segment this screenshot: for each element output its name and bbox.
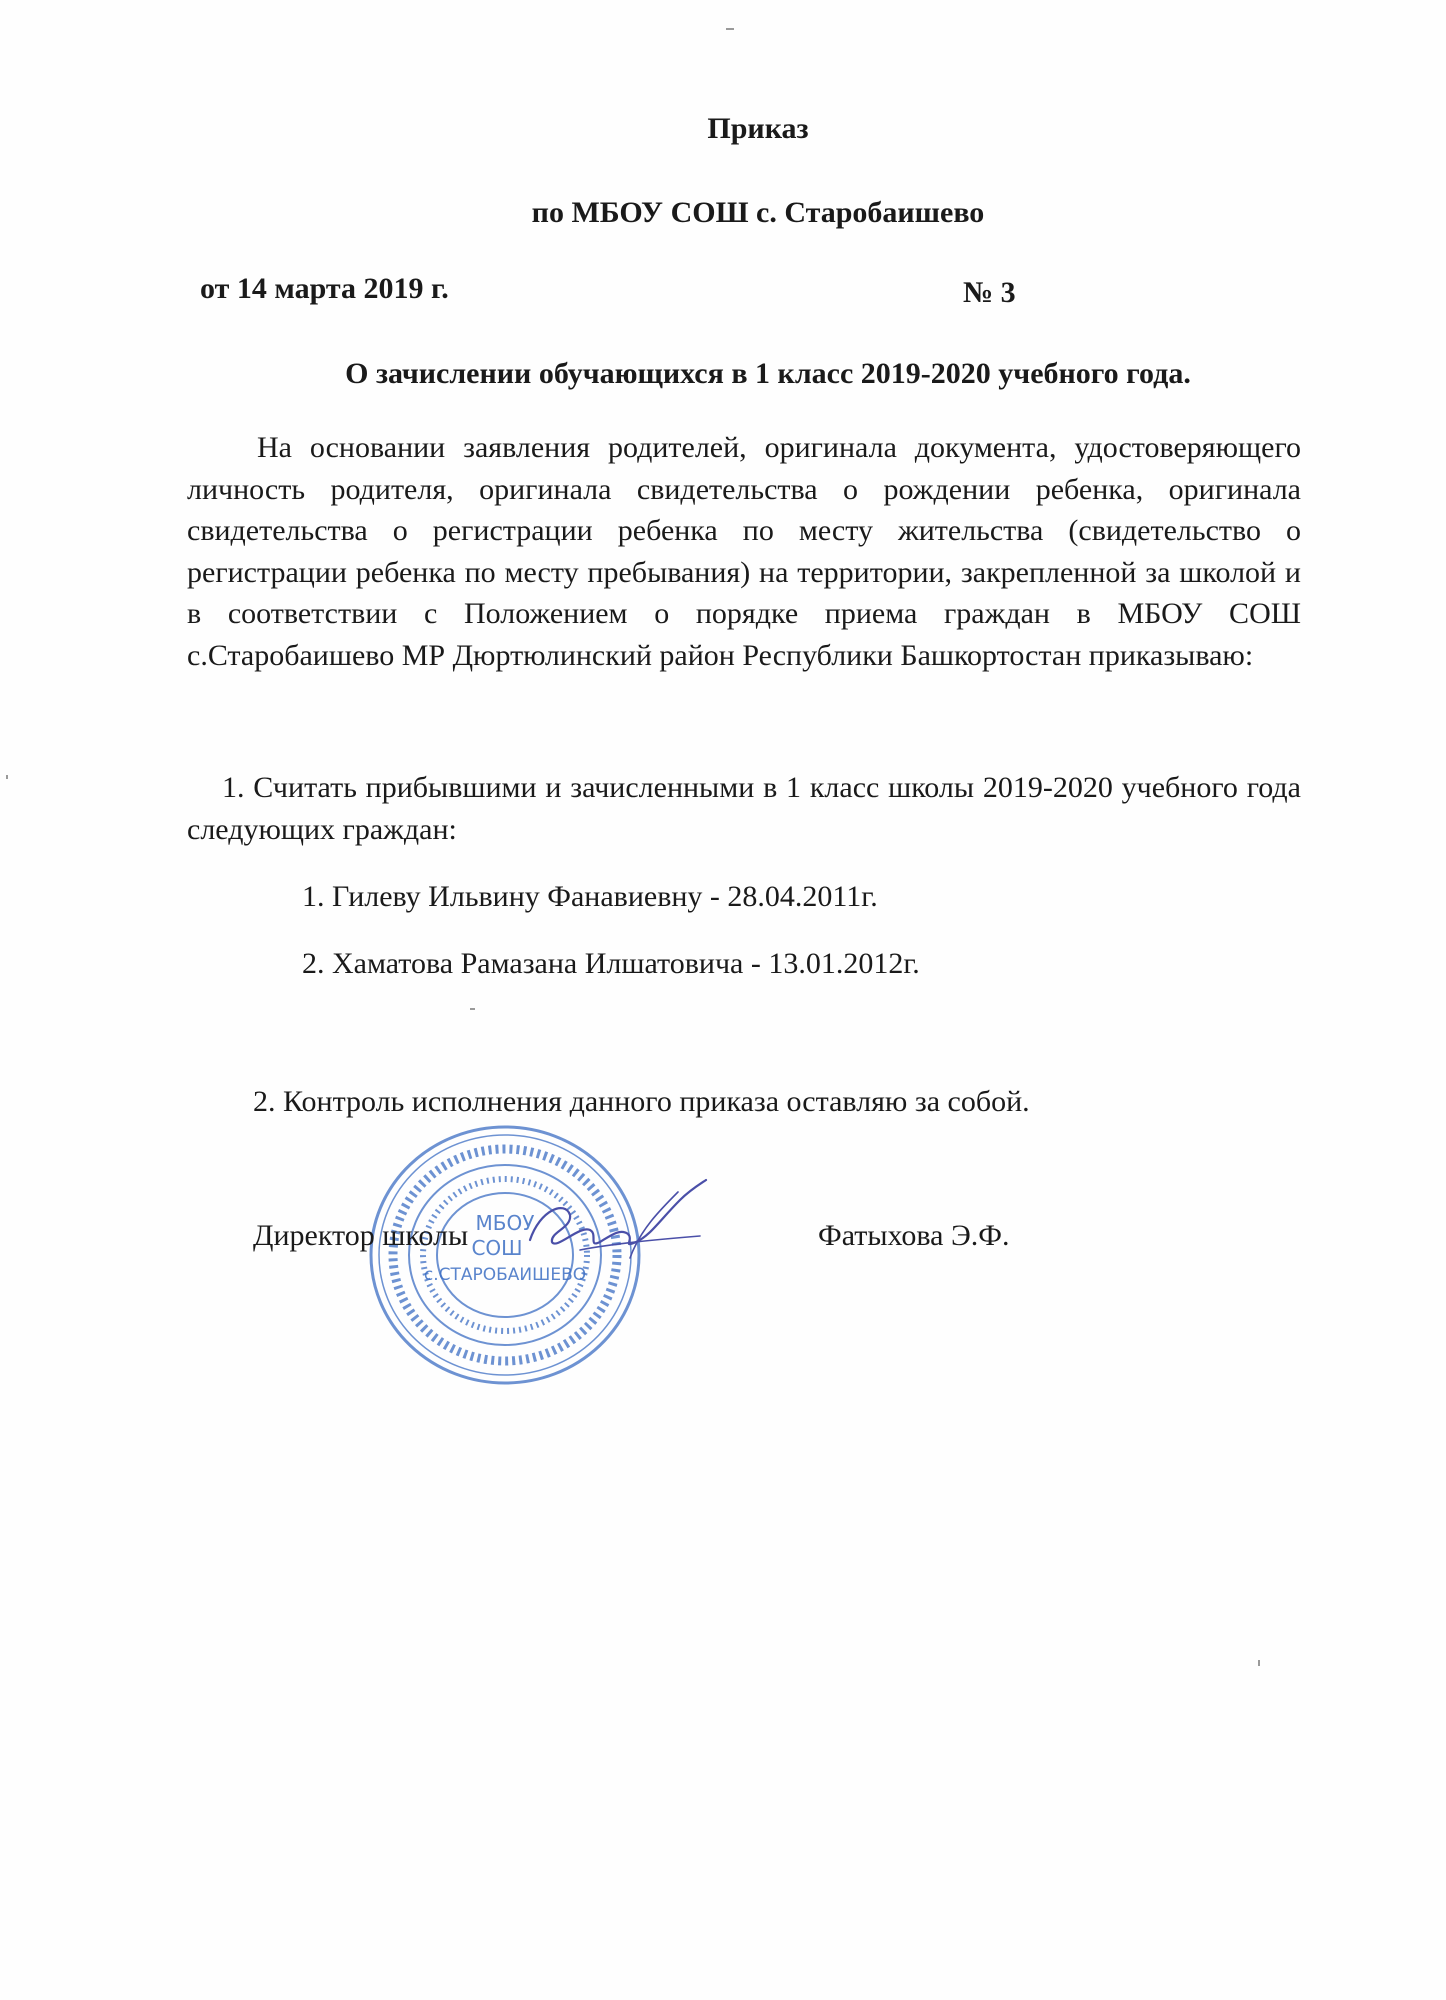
scan-speck	[470, 1008, 475, 1010]
stamp-text-line3: с.СТАРОБАИШЕВО	[423, 1265, 587, 1285]
scan-speck	[1258, 1660, 1260, 1666]
scan-speck	[6, 775, 8, 779]
point-2-paragraph: 2. Контроль исполнения данного приказа оставляю за собой.	[253, 1085, 1030, 1118]
handwritten-signature	[510, 1170, 710, 1280]
stamp-text-line1: МБОУ	[475, 1211, 535, 1235]
director-label: Директор школы	[253, 1219, 469, 1252]
order-number: № 3	[963, 276, 1016, 309]
order-date: от 14 марта 2019 г.	[200, 272, 449, 305]
student-list-item: 1. Гилеву Ильвину Фанавиевну - 28.04.2011г.	[302, 880, 878, 913]
order-subject: О зачислении обучающихся в 1 класс 2019-2020 учебного года.	[345, 357, 1191, 390]
stamp-text-line2: СОШ	[471, 1236, 523, 1260]
director-name: Фатыхова Э.Ф.	[818, 1219, 1010, 1252]
scan-speck	[726, 28, 734, 30]
point-1-paragraph: 1. Считать прибывшими и зачисленными в 1 класс школы 2019-2020 учебного года следующих граждан:	[187, 771, 1301, 846]
organization-line: по МБОУ СОШ с. Старобаишево	[531, 196, 985, 229]
student-list-item: 2. Хаматова Рамазана Илшатовича - 13.01.2012г.	[302, 947, 920, 980]
preamble-paragraph: На основании заявления родителей, оригинала документа, удостоверяющего личность родителя, оригинала свидетельства о рождении ребенка, оригинала свидетельства о регистрации ребенка по месту жительства (свидетельство о регистрации ребенка по месту пребывания) на территории, закрепленной за школой и в соответствии с Положением о порядке приема граждан в МБОУ СОШ с.Старобаишево МР Дюртюлинский район Республики Башкортостан приказываю:	[187, 431, 1301, 672]
document-title: Приказ	[707, 112, 809, 145]
